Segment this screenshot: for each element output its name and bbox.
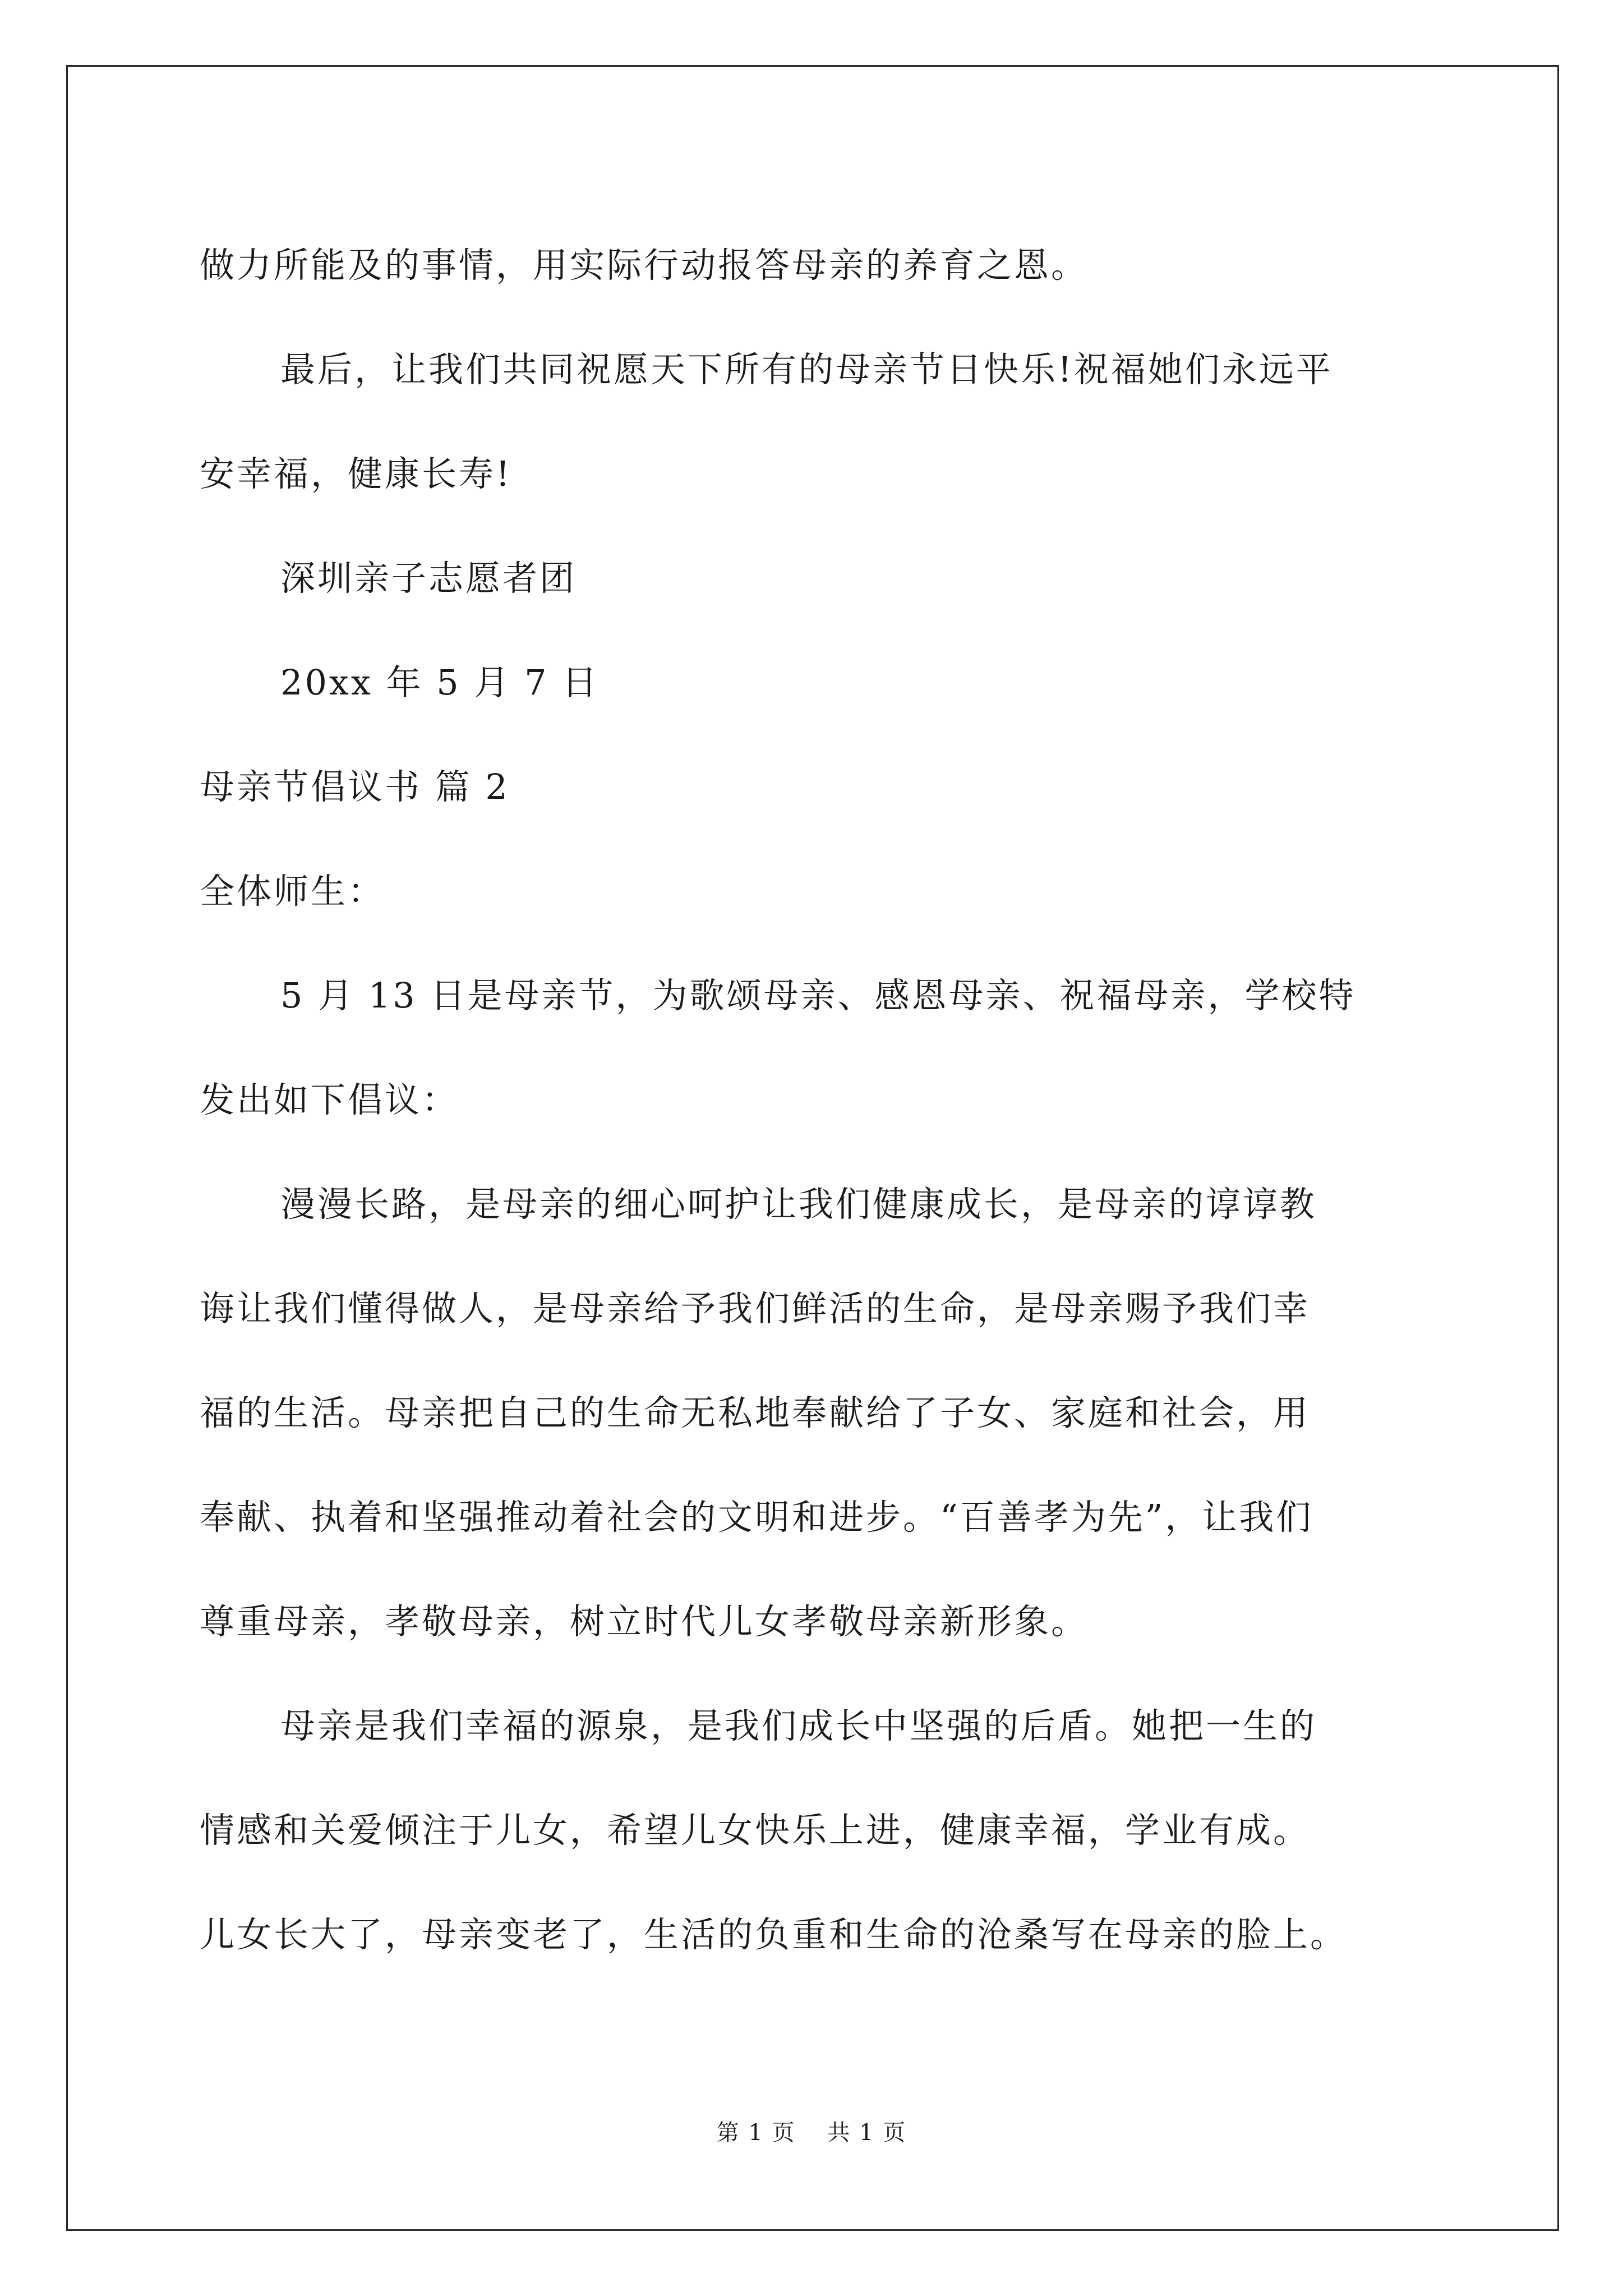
text-line: 情感和关爱倾注于儿女，希望儿女快乐上进，健康幸福，学业有成。: [200, 1810, 1311, 1851]
text-line: 最后，让我们共同祝愿天下所有的母亲节日快乐!祝福她们永远平: [280, 349, 1333, 390]
page-number-current: 第 1 页: [716, 2120, 796, 2146]
page-footer: [0, 2115, 1623, 2147]
text-line: 诲让我们懂得做人，是母亲给予我们鲜活的生命，是母亲赐予我们幸: [200, 1288, 1311, 1329]
text-line: 奉献、执着和坚强推动着社会的文明和进步。“百善孝为先”，让我们: [200, 1497, 1313, 1538]
salutation: 全体师生：: [200, 871, 385, 912]
text-line: 发出如下倡议：: [200, 1079, 459, 1120]
text-line: 安幸福，健康长寿!: [200, 453, 512, 494]
text-line: 漫漫长路，是母亲的细心呵护让我们健康成长，是母亲的谆谆教: [280, 1184, 1317, 1225]
text-line: 做力所能及的事情，用实际行动报答母亲的养育之恩。: [200, 245, 1089, 286]
text-line: 母亲是我们幸福的源泉，是我们成长中坚强的后盾。她把一生的: [280, 1705, 1317, 1746]
signature-organization: 深圳亲子志愿者团: [280, 558, 577, 599]
text-line: 5 月 13 日是母亲节，为歌颂母亲、感恩母亲、祝福母亲，学校特: [280, 975, 1356, 1016]
section-heading: 母亲节倡议书 篇 2: [200, 766, 510, 807]
text-line: 尊重母亲，孝敬母亲，树立时代儿女孝敬母亲新形象。: [200, 1601, 1089, 1642]
text-line: 儿女长大了，母亲变老了，生活的负重和生命的沧桑写在母亲的脸上。: [200, 1914, 1348, 1955]
document-body: [200, 213, 1433, 1987]
text-line: 福的生活。母亲把自己的生命无私地奉献给了子女、家庭和社会，用: [200, 1392, 1311, 1433]
page-number-total: 共 1 页: [827, 2120, 907, 2146]
signature-date: 20xx 年 5 月 7 日: [280, 662, 600, 703]
